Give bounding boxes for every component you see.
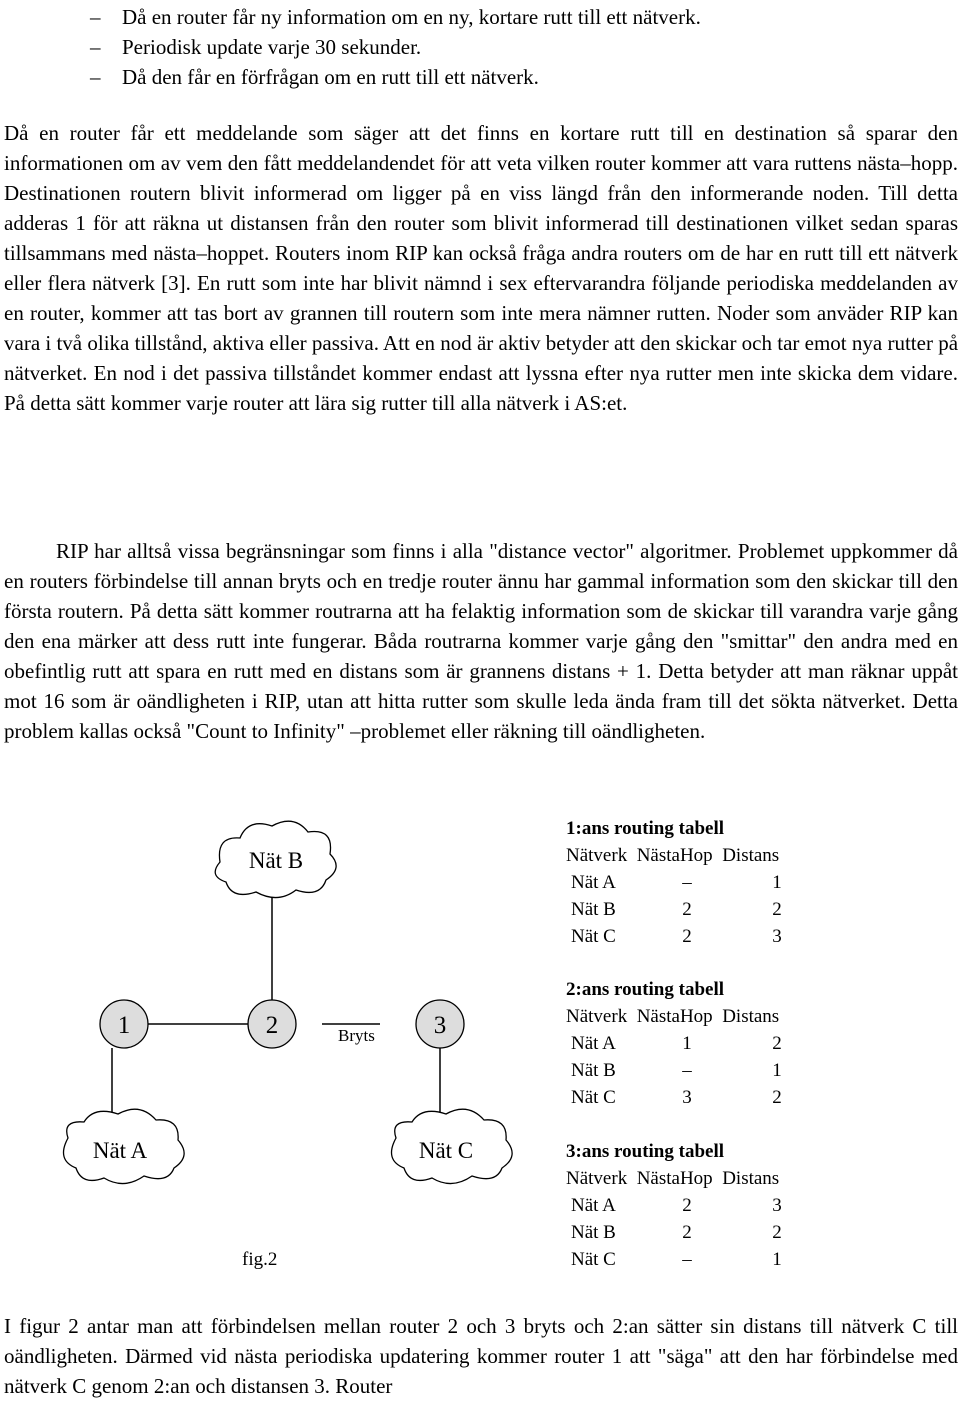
cell-dist: 2 — [772, 899, 782, 920]
cell-hop: 2 — [682, 1195, 692, 1216]
cell-hop: – — [682, 1060, 692, 1081]
cell-net: Nät B — [571, 1060, 616, 1081]
bullet-text: Då den får en förfrågan om en rutt till ett nätverk. — [122, 65, 539, 89]
bullet-text: Då en router får ny information om en ny, kortare rutt till ett nätverk. — [122, 5, 701, 29]
cell-hop: 2 — [682, 1222, 692, 1243]
table-row — [566, 1246, 782, 1273]
table-row — [566, 1030, 782, 1057]
col-header-hop: NästaHop — [636, 845, 713, 866]
list-item — [90, 62, 701, 92]
table-header — [566, 1003, 779, 1030]
cell-hop: – — [682, 872, 692, 893]
cell-hop: 1 — [682, 1033, 692, 1054]
cell-net: Nät A — [571, 1195, 616, 1216]
dash-bullet: – — [90, 65, 101, 89]
cloud-label-a: Nät A — [92, 1138, 148, 1163]
network-figure — [0, 810, 560, 1280]
paragraph-rip-updates: Då en router får ett meddelande som säger att det finns en kortare rutt till en destination så sparar den informationen om av vem den fått meddelandendet för att veta vilken router kommer att vara ruttens nästa–hopp. Destinationen routern blivit informerad om ligger på en viss längd från den informerande noden. Till detta adderas 1 för att räkna ut distansen från den router som blivit informerad till destinationen vilket sedan sparas tillsammans med nästa–hoppet. Routers inom RIP kan också fråga andra routers om de har en rutt till ett nätverk eller flera nätverk [3]. En rutt som inte har blivit nämnd i sex eftervarandra följande periodiska meddelanden av en router, kommer att tas bort av grannen till routern som inte mera nämner rutten. Noder som anväder RIP kan vara i två olika tillstånd, aktiva eller passiva. Att en nod är aktiv betyder att den skickar och tar emot nya rutter på nätverket. En nod i det passiva tillståndet kommer endast att lyssna efter nya rutter men inte skicka dem vidare. På detta sätt kommer varje router att lära sig rutter till alla nätverk i AS:et. — [4, 121, 959, 415]
cell-net: Nät C — [571, 926, 616, 947]
cell-dist: 2 — [772, 1222, 782, 1243]
cell-net: Nät B — [571, 1222, 616, 1243]
routing-table-1 — [566, 815, 782, 950]
list-item — [90, 32, 701, 62]
dash-bullet: – — [90, 5, 101, 29]
cell-net: Nät A — [571, 1033, 616, 1054]
cell-hop: 2 — [682, 899, 692, 920]
cell-hop: – — [682, 1249, 692, 1270]
router-2-label: 2 — [265, 1012, 279, 1039]
cell-dist: 1 — [772, 1060, 782, 1081]
col-header-dist: Distans — [722, 1006, 780, 1027]
cell-net: Nät B — [571, 899, 616, 920]
table-row — [566, 1192, 782, 1219]
cell-dist: 1 — [772, 1249, 782, 1270]
table-title: 3:ans routing tabell — [566, 1141, 725, 1162]
list-item — [90, 2, 701, 32]
cloud-label-b: Nät B — [248, 848, 304, 873]
col-header-dist: Distans — [722, 1168, 780, 1189]
col-header-net: Nätverk — [566, 1168, 628, 1189]
table-row — [566, 1084, 782, 1111]
break-label: Bryts — [338, 1026, 375, 1045]
routing-table-3 — [566, 1138, 782, 1273]
table-header — [566, 1165, 779, 1192]
col-header-hop: NästaHop — [636, 1168, 713, 1189]
paragraph-count-to-infinity: RIP har alltså vissa begränsningar som finns i alla "distance vector" algoritmer. Problemet uppkommer då en routers förbindelse till annan bryts och en tredje router ännu har gammal information som den skickar till den första routern. På detta sätt kommer routrarna att ha felaktig information som de skickar till varandra varje gång den ena märker att dess rutt inte fungerar. Båda routrarna kommer varje gång den "smittar" den andra med en obefintlig rutt att spara en rutt med en distans som är grannens distans + 1. Detta betyder att man räknar uppåt mot 16 som är oändligheten i RIP, utan att hitta rutter som skulle leda ända fram till det sökta nätverket. Detta problem kallas också "Count to Infinity" –problemet eller räkning till oändligheten. — [4, 539, 958, 743]
router-1-label: 1 — [117, 1012, 131, 1039]
paragraph-figure-explanation: I figur 2 antar man att förbindelsen mellan router 2 och 3 bryts och 2:an sätter sin distans till nätverk C till oändligheten. Därmed vid nästa periodiska updatering kommer router 1 att "säga" att den har förbindelse med nätverk C genom 2:an och distansen 3. Router — [4, 1314, 958, 1398]
cell-dist: 3 — [772, 1195, 782, 1216]
col-header-net: Nätverk — [566, 845, 628, 866]
network-diagram — [0, 810, 560, 1280]
figure-caption: fig.2 — [242, 1249, 278, 1270]
table-row — [566, 869, 782, 896]
col-header-dist: Distans — [722, 845, 780, 866]
bullet-list — [90, 2, 701, 92]
table-title: 2:ans routing tabell — [566, 979, 725, 1000]
table-row — [566, 1219, 782, 1246]
cell-hop: 2 — [682, 926, 692, 947]
table-row — [566, 923, 782, 950]
table-header — [566, 842, 779, 869]
cell-dist: 3 — [772, 926, 782, 947]
dash-bullet: – — [90, 35, 101, 59]
table-row — [566, 896, 782, 923]
table-title: 1:ans routing tabell — [566, 818, 725, 839]
cell-dist: 2 — [772, 1033, 782, 1054]
col-header-net: Nätverk — [566, 1006, 628, 1027]
cell-hop: 3 — [682, 1087, 692, 1108]
router-3-label: 3 — [433, 1012, 447, 1039]
col-header-hop: NästaHop — [636, 1006, 713, 1027]
cell-dist: 2 — [772, 1087, 782, 1108]
bullet-text: Periodisk update varje 30 sekunder. — [122, 35, 422, 59]
cell-net: Nät A — [571, 872, 616, 893]
routing-table-2 — [566, 976, 782, 1111]
cell-net: Nät C — [571, 1087, 616, 1108]
cloud-label-c: Nät C — [418, 1138, 474, 1163]
cell-dist: 1 — [772, 872, 782, 893]
cell-net: Nät C — [571, 1249, 616, 1270]
table-row — [566, 1057, 782, 1084]
